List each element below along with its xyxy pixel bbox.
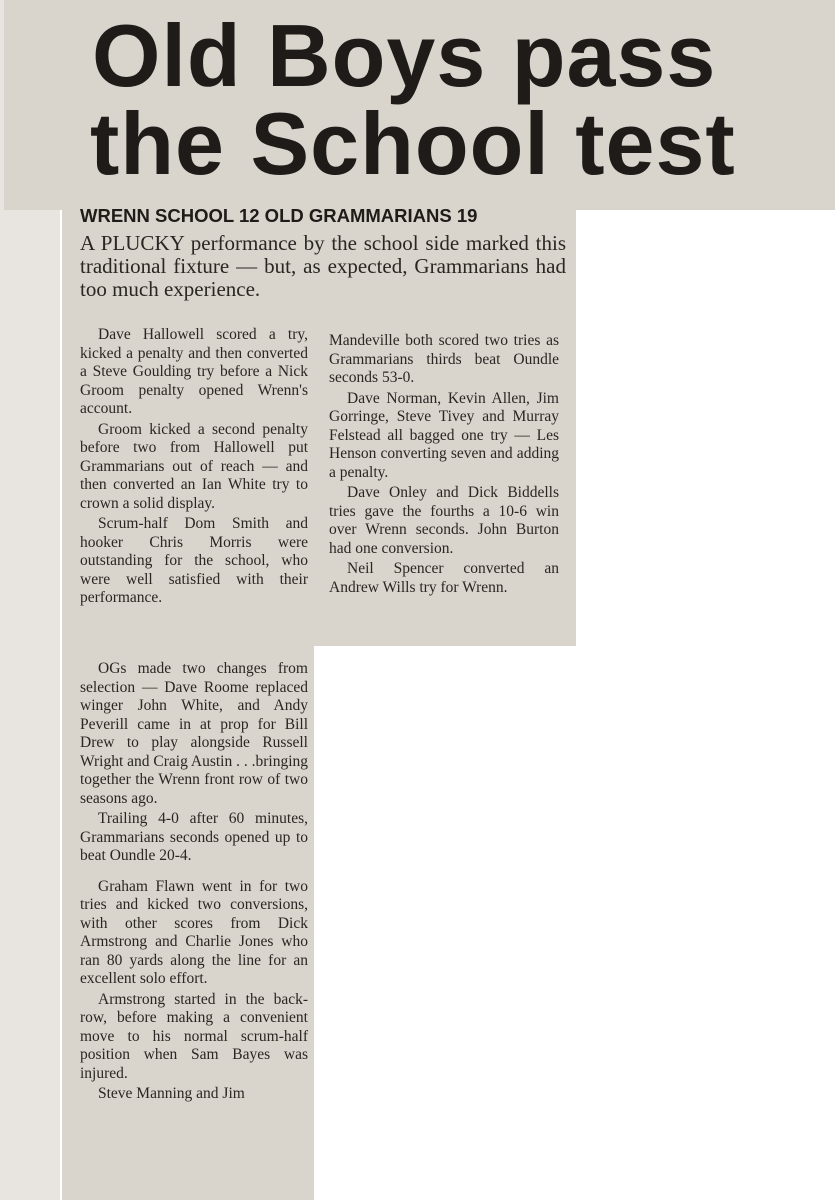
paragraph: Dave Norman, Kevin Allen, Jim Gorringe, Steve Tivey and Murray Felstead all bagged one try — Les Henson converting seven and adding a penalty.: [329, 389, 559, 481]
headline-line-1: Old Boys pass: [92, 6, 717, 105]
paragraph: Steve Manning and Jim: [98, 1085, 245, 1102]
paragraph: OGs made two changes from selection — Dave Roome replaced winger John White, and Andy Peverill came in at prop for Bill Drew to play alongside Russell Wright and Craig Austin . . .bringing together the Wrenn front row of two seasons ago.: [80, 660, 308, 807]
paragraph: Dave Hallowell scored a try, kicked a penalty and then converted a Steve Goulding try before a Nick Groom penalty opened Wrenn's account.: [80, 326, 308, 417]
paragraph: Mandeville both scored two tries as Grammarians thirds beat Oundle seconds 53-0.: [329, 332, 559, 386]
column-right-top: [329, 332, 559, 599]
paragraph: Dave Onley and Dick Biddells tries gave the fourths a 10-6 win over Wrenn seconds. John Burton had one conversion.: [329, 484, 559, 557]
paragraph: Graham Flawn went in for two tries and kicked two conversions, with other scores from Dick Armstrong and Charlie Jones who ran 80 yards along the line for an excellent solo effort.: [80, 877, 308, 987]
headline-line-2: the School test: [90, 94, 736, 193]
paragraph: Neil Spencer converted an Andrew Wills try for Wrenn.: [329, 560, 559, 596]
paragraph: Groom kicked a second penalty before two from Hallowell put Grammarians out of reach — and then converted an Ian White try to crown a solid display.: [80, 420, 308, 512]
column-left-top: [80, 326, 308, 610]
article-headline: [90, 6, 822, 193]
match-scoreline: WRENN SCHOOL 12 OLD GRAMMARIANS 19: [80, 205, 478, 226]
column-left-bottom: [80, 660, 308, 1106]
article-intro: A PLUCKY performance by the school side marked this traditional fixture — but, as expected, Grammarians had too much experience.: [80, 231, 566, 301]
paragraph: Trailing 4-0 after 60 minutes, Grammarians seconds opened up to beat Oundle 20-4.: [80, 810, 308, 864]
paragraph: Scrum-half Dom Smith and hooker Chris Morris were outstanding for the school, who were well satisfied with their performance.: [80, 515, 308, 606]
paragraph: Armstrong started in the back-row, before making a convenient move to his normal scrum-half position when Sam Bayes was injured.: [80, 990, 308, 1082]
